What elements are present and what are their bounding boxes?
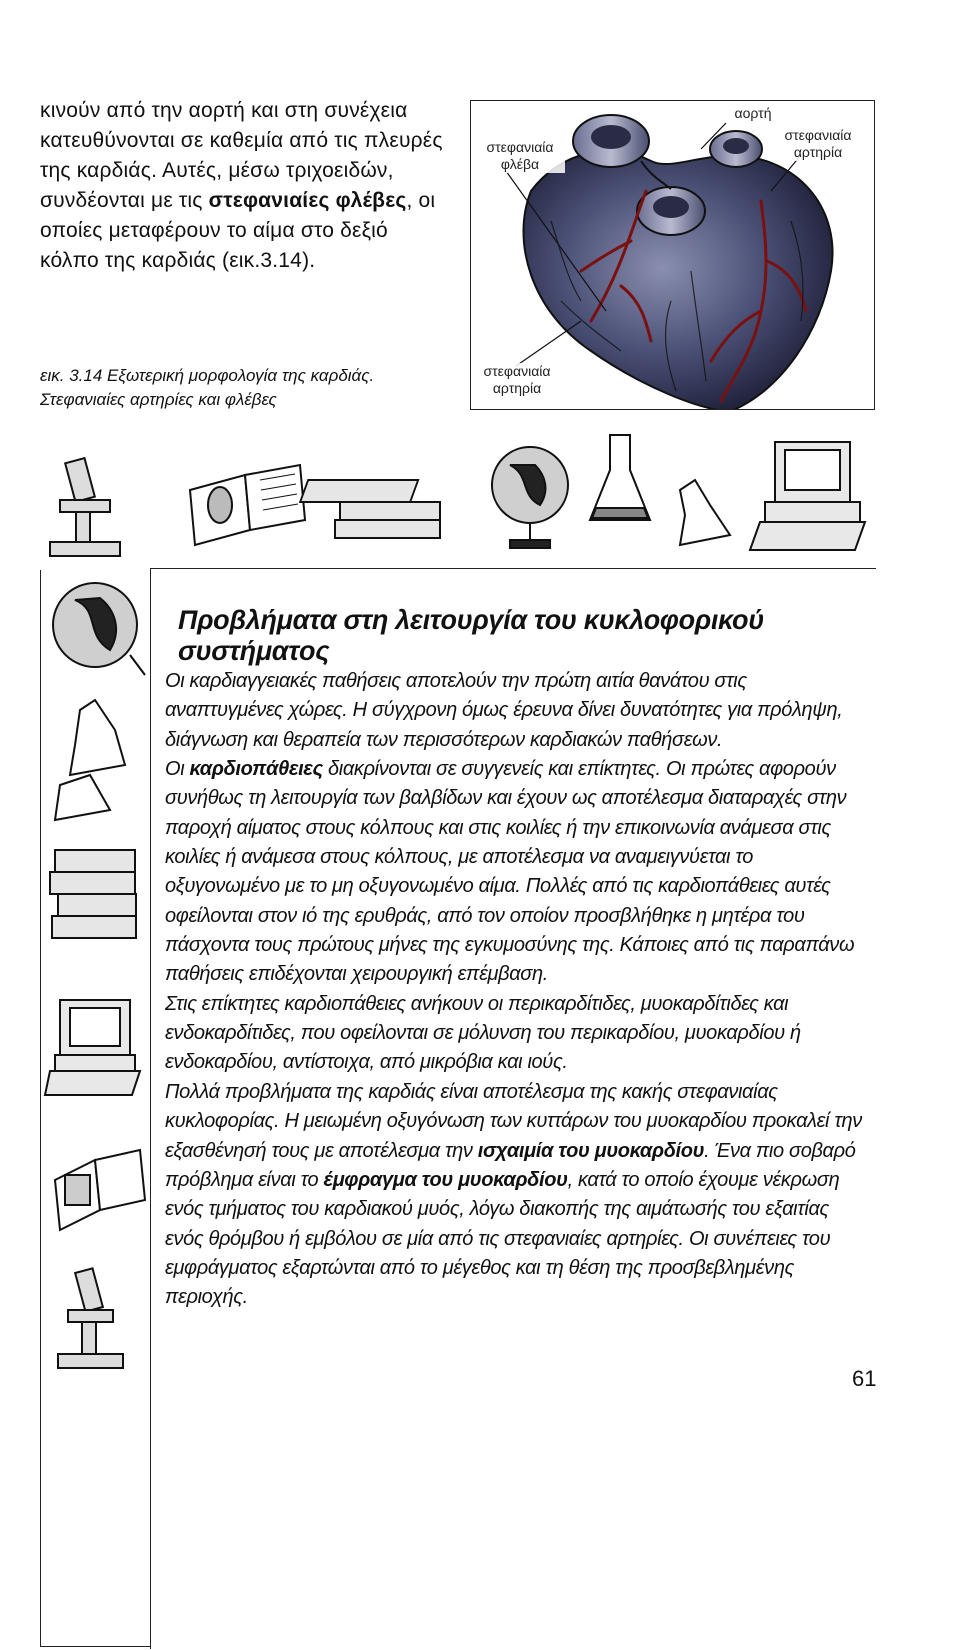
- books-open-icon: [55, 1150, 145, 1230]
- books-stack-icon: [50, 850, 136, 938]
- body-p2-text-b: διακρίνονται σε συγγενείς και επίκτητες. Οι πρώτες αφορούν συνήθως τη λειτουργία των βαλβίδων και έχουν ως αποτέλεσμα διαταραχές στην παροχή αίματος στους κόλπους και στις κοιλίες ή την επικοινωνία ανάμεσα στις κοιλίες ή ανάμεσα στους κόλπους, με αποτέλεσμα να αναμειγνύεται το οξυγονωμένο με το μη οξυγονωμένο αίμα. Πολλές από τις καρδιοπάθειες αυτές οφείλονται στον ιό της ερυθράς, από τον οποίον προσβλήθηκε η μητέρα του πάσχοντα τους πρώτους μήνες της εγκυμοσύνης της. Κάποιες από τις παραπάνω παθήσεις επιδέχονται χειρουργική επέμβαση.: [165, 758, 855, 986]
- body-p4-text-c: , κατά το οποίο έχουμε νέκρωση ενός τμήματος του καρδιακού μυός, λόγω διακοπής της αιμάτωσής του εξαιτίας ενός θρόμβου ή εμβόλου σε μία από τις στεφανιαίες αρτηρίες. Οι συνέπειες του εμφράγματος εξαρτώνται από το μέγεθος και τη θέση της προσβεβλημένης περιοχής.: [165, 1168, 840, 1309]
- flask-icon: [55, 700, 125, 820]
- heart-figure: [470, 100, 875, 410]
- body-p4-bold-1: ισχαιμία του μυοκαρδίου: [477, 1139, 705, 1162]
- body-p4-bold-2: έμφραγμα του μυοκαρδίου: [323, 1168, 568, 1191]
- caption-line-2: Στεφανιαίες αρτηρίες και φλέβες: [40, 390, 277, 409]
- icon-column-left: [40, 560, 150, 1650]
- label-aorta: αορτή: [721, 105, 785, 122]
- box-body: [165, 667, 865, 1313]
- body-p4-text-b: . Ένα πιο σοβαρό πρόβλημα είναι το: [165, 1139, 856, 1191]
- label-coronary-vein: στεφανιαία φλέβα: [475, 139, 565, 173]
- intro-text-2: , οι οποίες μεταφέρουν το αίμα στο δεξιό κόλπο της καρδιάς (εικ.3.14).: [40, 189, 436, 272]
- body-paragraph-3: Στις επίκτητες καρδιοπάθειες ανήκουν οι περικαρδίτιδες, μυοκαρδίτιδες και ενδοκαρδίτιδες, που οφείλονται σε μόλυνση του περικαρδίου, μυοκαρδίου ή ενδοκαρδίου, αντίστοιχα, από μικρόβια και ιούς.: [165, 992, 801, 1074]
- body-p2-bold: καρδιοπάθειες: [189, 758, 323, 781]
- body-p4-text-a: Πολλά προβλήματα της καρδιάς είναι αποτέλεσμα της κακής στεφανιαίας κυκλοφορίας. Η μειωμένη οξυγόνωση των κυττάρων του μυοκαρδίου προκαλεί την εξασθένησή τους με αποτέλεσμα την: [165, 1080, 862, 1162]
- box-heading: Προβλήματα στη λειτουργία του κυκλοφορικού συστήματος: [178, 605, 764, 666]
- microscope-icon: [58, 1268, 123, 1368]
- icon-strip-top: [40, 420, 880, 570]
- page-number: 61: [852, 1366, 877, 1391]
- body-paragraph-2: [165, 755, 865, 990]
- globe-icon: [53, 583, 145, 675]
- intro-text-1: κινούν από την αορτή και στη συνέχεια κατευθύνονται σε καθεμία από τις πλευρές της καρδιάς. Αυτές, μέσω τριχοειδών, συνδέονται με τις: [40, 99, 443, 212]
- caption-line-1: εικ. 3.14 Εξωτερική μορφολογία της καρδιάς.: [40, 366, 375, 385]
- intro-bold-term: στεφανιαίες φλέβες: [208, 189, 407, 212]
- body-p2-text-a: Οι: [165, 758, 190, 781]
- computer-icon: [45, 1000, 140, 1095]
- label-coronary-artery-bottom: στεφανιαία αρτηρία: [475, 363, 559, 397]
- intro-paragraph: [40, 96, 450, 276]
- label-coronary-artery-right: στεφανιαία αρτηρία: [771, 127, 865, 161]
- body-paragraph-1: Οι καρδιαγγειακές παθήσεις αποτελούν την πρώτη αιτία θανάτου στις αναπτυγμένες χώρες. Η σύγχρονη όμως έρευνα δίνει δυνατότητες για πρόληψη, διάγνωση και θεραπεία των περισσότερων καρδιακών παθήσεων.: [165, 670, 843, 751]
- figure-caption: [40, 364, 440, 412]
- body-paragraph-4: [165, 1078, 865, 1313]
